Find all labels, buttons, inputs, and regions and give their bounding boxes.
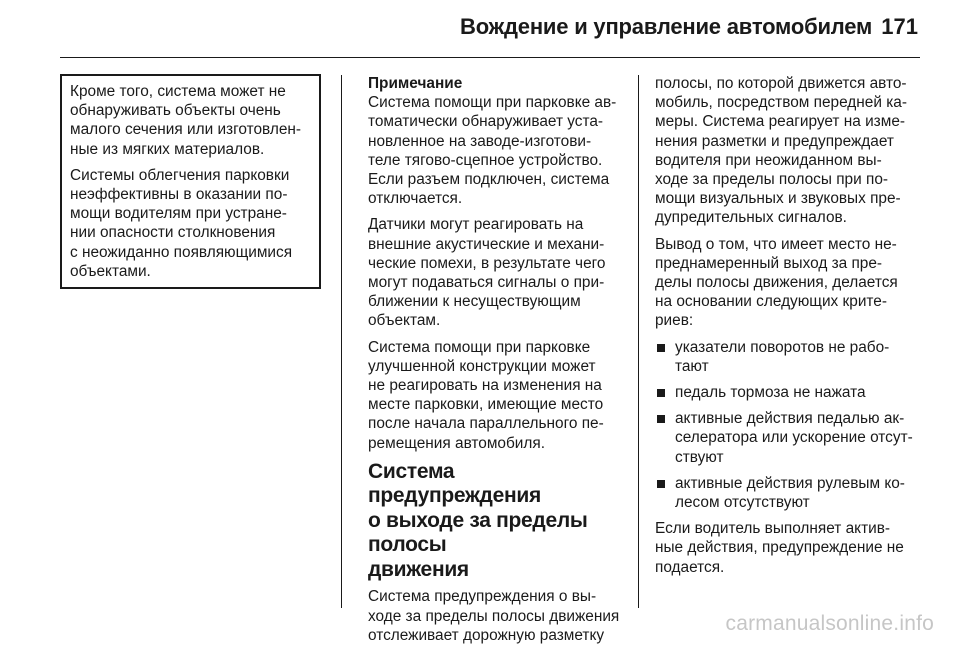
watermark: carmanualsonline.info [725, 612, 934, 635]
column-divider-2 [638, 75, 639, 608]
list-item [655, 338, 925, 376]
list-item [655, 474, 925, 512]
note-paragraph: Датчики могут реагировать на внешние акустические и механи- ческие помехи, в результате чего могут подаваться сигналы о при- ближении к несуществующим объектам. [368, 216, 606, 330]
column-divider-1 [341, 75, 342, 608]
section-heading: Система предупреждения о выходе за пределы полосы движения [368, 459, 588, 581]
body-paragraph: Если водитель выполняет актив- ные действия, предупреждение не подается. [655, 520, 904, 576]
list-item-text: активные действия рулевым ко- лесом отсутствуют [675, 474, 905, 512]
body-paragraph: полосы, по которой движется авто- мобиль, посредством передней ка- меры. Система реагирует на изме- нения разметки и предупреждает водителя при неожиданном вы- ходе за пределы полосы при по- мощи визуальных и звуковых пре- дупредительных сигналов. [655, 75, 907, 227]
page-header-title: Вождение и управление автомобилем [460, 14, 873, 39]
note-title: Примечание [368, 75, 463, 92]
bullet-square-icon [657, 344, 665, 352]
header-rule [60, 57, 920, 58]
notice-paragraph: Кроме того, система может не обнаруживать объекты очень малого сечения или изготовлен- ные из мягких материалов. [70, 83, 302, 158]
notice-paragraph: Системы облегчения парковки неэффективны в оказании по- мощи водителям при устране- нии опасности столкновения с неожиданно появляющимися объектами. [70, 166, 293, 280]
list-item-text: педаль тормоза не нажата [675, 384, 866, 402]
notice-box [60, 74, 321, 289]
note-paragraph: Система помощи при парковке ав- томатически обнаруживает уста- новленное на заводе-изготови- теле тягово-сцепное устройство. Если разъем подключен, система отключается. [368, 94, 617, 208]
bullet-square-icon [657, 415, 665, 423]
body-paragraph: Вывод о том, что имеет место не- преднамеренный выход за пре- делы полосы движения, делается на основании следующих крите- риев: [655, 235, 898, 330]
bullet-square-icon [657, 480, 665, 488]
list-item-text: указатели поворотов не рабо- тают [675, 338, 890, 375]
text-column-2 [368, 74, 626, 652]
section-paragraph: Система предупреждения о вы- ходе за пределы полосы движения отслеживает дорожную разметку [368, 588, 620, 644]
bullet-square-icon [657, 389, 665, 397]
list-item [655, 383, 925, 402]
list-item [655, 409, 925, 467]
list-item-text: активные действия педалью ак- селератора или ускорение отсут- ствуют [675, 410, 913, 466]
criteria-list [655, 338, 925, 513]
page-number: 171 [881, 14, 918, 39]
note-paragraph: Система помощи при парковке улучшенной конструкции может не реагировать на изменения на месте парковки, имеющие место после начала параллельного пе- ремещения автомобиля. [368, 338, 604, 452]
text-column-3 [655, 74, 925, 584]
